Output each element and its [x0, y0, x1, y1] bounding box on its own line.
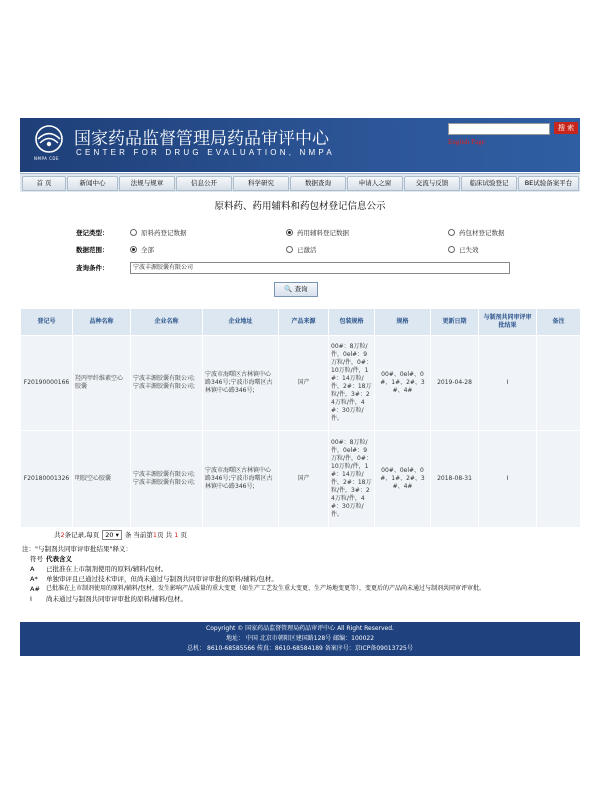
cell-result: I — [479, 431, 537, 528]
col-header-reg-no[interactable]: 登记号 — [21, 309, 73, 336]
site-title-cn: 国家药品监督管理局药品审评中心 — [74, 129, 329, 149]
cell-source: 国产 — [279, 336, 329, 431]
cond-label: 查询条件： — [76, 264, 109, 272]
search-icon: 🔍 — [284, 285, 293, 293]
nav-item-clinical-trial[interactable]: 临床试验登记 — [461, 176, 517, 191]
footer-contact: 总机： 8610-68585566 传真：8610-68584189 备案序号：京ICP备09013725号 — [187, 645, 413, 652]
radio-icon[interactable] — [448, 229, 455, 236]
pagination: 共2条记录,每页 20 ▾ 条 当前第1页 共 1 页 — [54, 531, 187, 539]
cell-date: 2018-08-31 — [431, 431, 479, 528]
cell-name[interactable]: 明胶空心胶囊 — [73, 431, 131, 528]
cell-company: 宁波丰源胶囊有限公司;宁波丰源胶囊有限公司; — [131, 336, 203, 431]
total-pages: 1 — [174, 531, 179, 539]
footer-address: 地址： 中国 北京市朝阳区建国路128号 邮编：100022 — [225, 635, 375, 642]
cell-result: I — [479, 336, 537, 431]
cde-logo-icon[interactable] — [32, 124, 66, 154]
cell-company: 宁波丰源胶囊有限公司;宁波丰源胶囊有限公司; — [131, 431, 203, 528]
cell-address: 宁波市海曙区古林镇中心路346号;宁波市海曙区古林镇中心路346号; — [203, 431, 279, 528]
radio-selected-icon[interactable] — [286, 229, 293, 236]
cell-remark — [537, 431, 581, 528]
scope-label: 数据范围： — [76, 246, 109, 254]
col-header-source[interactable]: 产品来源 — [279, 309, 329, 336]
site-header — [20, 118, 580, 172]
legend-item: A 已批准在上市制剂使用的原料/辅料/包材。 — [30, 565, 168, 573]
radio-icon[interactable] — [130, 229, 137, 236]
col-header-company[interactable]: 企业名称 — [131, 309, 203, 336]
cell-reg-no: F20180001326 — [21, 431, 73, 528]
col-header-date[interactable]: 更新日期 — [431, 309, 479, 336]
query-button[interactable]: 🔍 查询 — [274, 282, 318, 297]
cell-spec: 00#、0el#、0#、1#、2#、3#、4# — [375, 431, 431, 528]
type-option-packaging[interactable]: 药包材登记数据 — [448, 228, 505, 237]
nav-item-news[interactable]: 新闻中心 — [67, 176, 118, 191]
cell-name[interactable]: 羟丙甲纤维素空心胶囊 — [73, 336, 131, 431]
site-title-en: CENTER FOR DRUG EVALUATION, NMPA — [76, 148, 335, 157]
legend-item: I 尚未通过与制剂共同审评审批的原料/辅料/包材。 — [30, 595, 187, 603]
nav-item-feedback[interactable]: 交流与反馈 — [404, 176, 460, 191]
type-option-excipient[interactable]: 药用辅料登记数据 — [286, 228, 349, 237]
radio-icon[interactable] — [286, 246, 293, 253]
cell-address: 宁波市海曙区古林镇中心路346号;宁波市海曙区古林镇中心路346号; — [203, 336, 279, 431]
nav-item-regulations[interactable]: 法规与规章 — [119, 176, 175, 191]
nav-item-info-public[interactable]: 信息公开 — [176, 176, 232, 191]
cell-package: 00#：8万粒/件，0el#：9万粒/件，0#：10万粒/件，1#：14万粒/件，2#：18万粒/件，3#：24万粒/件，4#：30万粒/件。 — [329, 336, 375, 431]
cell-remark — [537, 336, 581, 431]
legend-header: 符号 代表含义 — [30, 555, 72, 563]
type-label: 登记类型： — [76, 229, 109, 237]
site-footer — [20, 622, 580, 656]
col-header-remark[interactable]: 备注 — [537, 309, 581, 336]
legend-item: A* 单独审评且已通过技术审评，但尚未通过与制剂共同审评审批的原料/辅料/包材。 — [30, 575, 278, 583]
total-count: 2 — [60, 531, 65, 539]
cell-spec: 00#、0el#、0#、1#、2#、3#、4# — [375, 336, 431, 431]
scope-option-expired[interactable]: 已失效 — [448, 245, 479, 254]
col-header-package[interactable]: 包装规格 — [329, 309, 375, 336]
cell-date: 2019-04-28 — [431, 336, 479, 431]
col-header-result[interactable]: 与制剂共同审评审批结果 — [479, 309, 537, 336]
chevron-down-icon: ▾ — [115, 531, 119, 539]
search-input[interactable] — [448, 123, 550, 135]
legend-note: 注："与制剂共同审评审批结果"释义： — [22, 545, 132, 553]
type-option-api[interactable]: 原料药登记数据 — [130, 228, 187, 237]
table-row[interactable] — [21, 431, 581, 528]
nav-item-research[interactable]: 科学研究 — [233, 176, 289, 191]
search-button[interactable]: 搜 索 — [554, 122, 578, 134]
table-row[interactable] — [21, 336, 581, 431]
footer-copyright: Copyright © 国家药品监督管理局药品审评中心 All Right Reserved. — [206, 625, 394, 632]
page-frame — [20, 118, 580, 654]
cell-source: 国产 — [279, 431, 329, 528]
logo-caption: NMPA CDE — [34, 156, 60, 161]
page-title: 原料药、药用辅料和药包材登记信息公示 — [214, 201, 386, 212]
scope-option-all[interactable]: 全部 — [130, 245, 154, 254]
english-page-link[interactable]: English Page — [448, 138, 485, 146]
results-table — [20, 308, 581, 528]
scope-option-active[interactable]: 已激活 — [286, 245, 317, 254]
table-header-row — [21, 309, 581, 336]
col-header-spec[interactable]: 规格 — [375, 309, 431, 336]
cell-reg-no: F20190000166 — [21, 336, 73, 431]
query-condition-input[interactable]: 宁波丰源胶囊有限公司 — [130, 262, 510, 274]
col-header-name[interactable]: 品种名称 — [73, 309, 131, 336]
nav-item-data-query[interactable]: 数据查询 — [290, 176, 346, 191]
page-size-select[interactable]: 20 ▾ — [102, 530, 122, 540]
main-nav — [20, 173, 580, 192]
cell-package: 00#：8万粒/件，0el#：9万粒/件，0#：10万粒/件，1#：14万粒/件，2#：18万粒/件，3#：24万粒/件，4#：30万粒/件。 — [329, 431, 375, 528]
radio-selected-icon[interactable] — [130, 246, 137, 253]
current-page: 1 — [152, 531, 158, 539]
nav-item-home[interactable]: 首 页 — [22, 176, 66, 191]
nav-item-be-platform[interactable]: BE试验备案平台 — [518, 176, 579, 191]
nav-item-applicant[interactable]: 申请人之窗 — [347, 176, 403, 191]
legend-item: A# 已批准在上市制剂使用的原料/辅料/包材，发生影响产品质量的重大变更（如生产工艺发生重大变更、生产场地变更等），变更后的产品尚未通过与制剂共同审评审批。 — [30, 585, 486, 593]
legend — [22, 544, 578, 604]
radio-icon[interactable] — [448, 246, 455, 253]
col-header-address[interactable]: 企业地址 — [203, 309, 279, 336]
